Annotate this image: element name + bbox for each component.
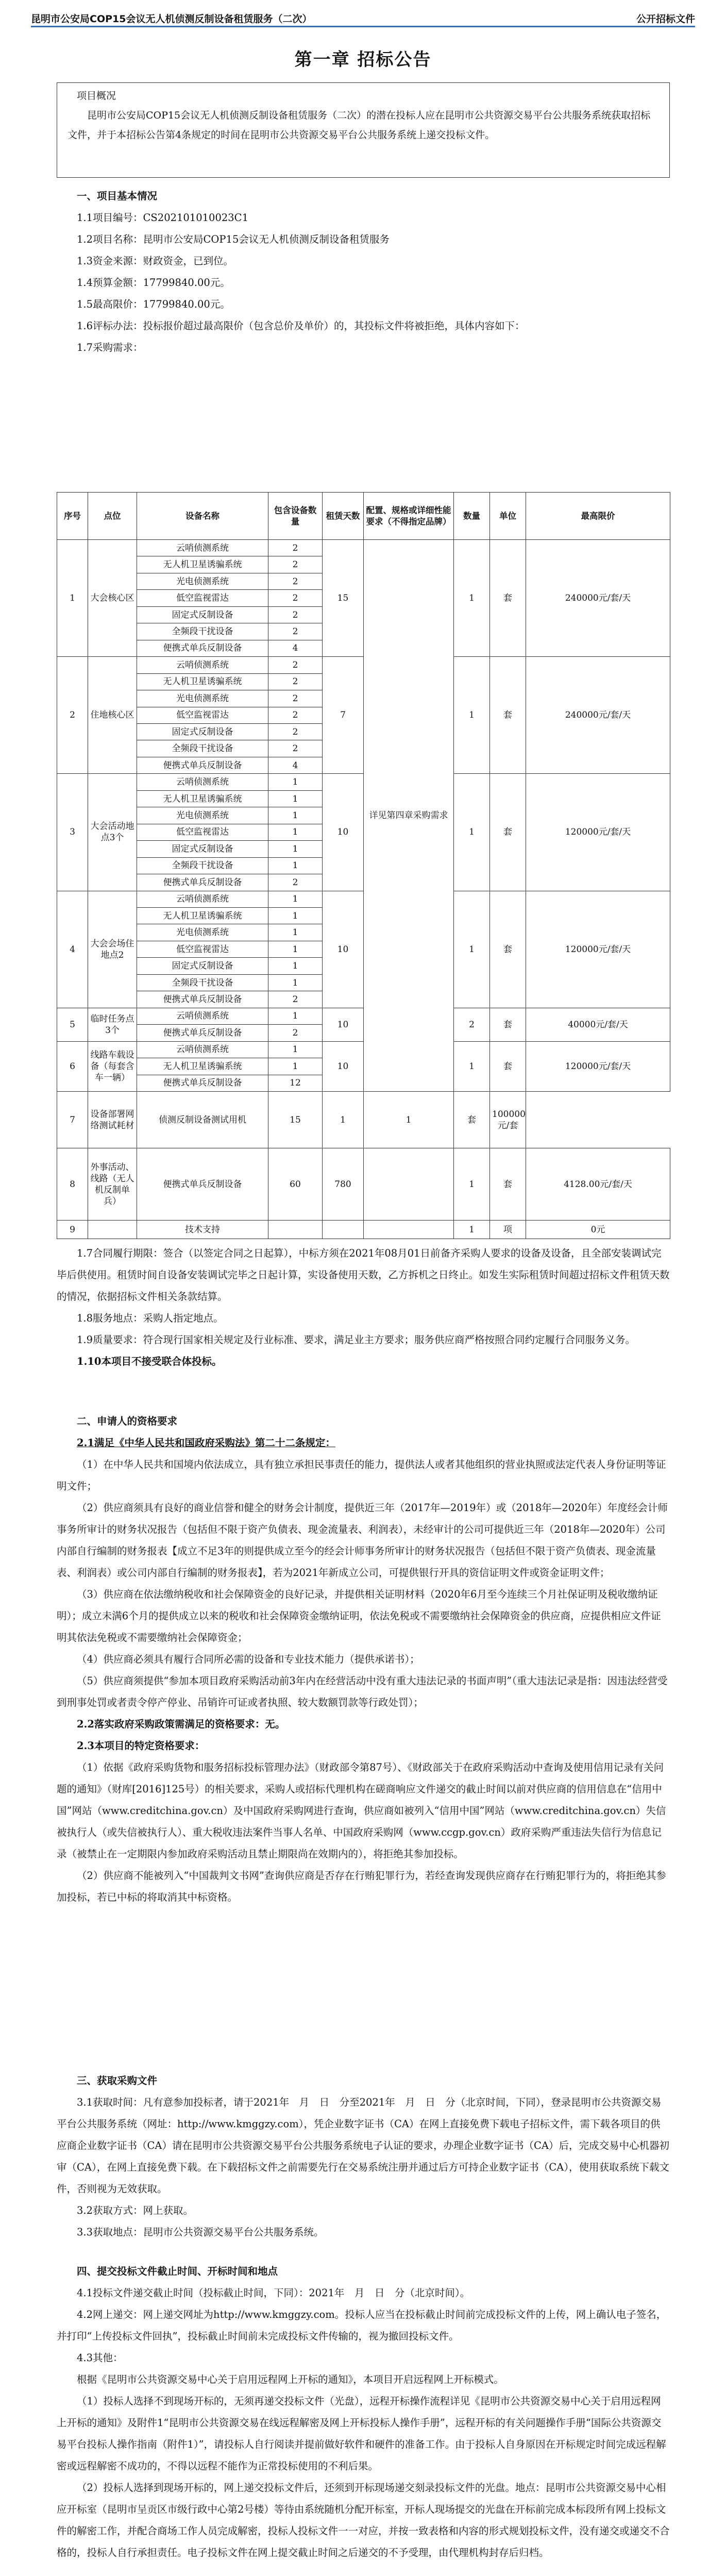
col-header: 配置、规格或详细性能要求（不得指定品牌） — [364, 493, 454, 540]
cell-unit: 套 — [490, 891, 526, 1008]
cell-device: 无人机卫星诱骗系统 — [137, 1058, 268, 1075]
cell-days: 10 — [323, 1041, 364, 1091]
paragraph: （5）供应商须提供“参加本项目政府采购活动前3年内在经营活动中没有重大违法记录的书面声明”（重大违法记录是指：因违法经营受到刑事处罚或者责令停产停业、吊销许可证或者执照、较大数额罚款等行政处罚）； — [57, 1675, 668, 1708]
cell-count: 60 — [268, 1148, 323, 1221]
section-heading: 四、提交投标文件截止时间、开标时间和地点 — [77, 2265, 278, 2277]
cell-device: 无人机卫星诱骗系统 — [137, 673, 268, 690]
cell-location: 线路车载设备（每套含车一辆） — [88, 1041, 137, 1091]
col-header: 序号 — [57, 493, 88, 540]
cell-device: 无人机卫星诱骗系统 — [137, 790, 268, 807]
cell-qty: 1 — [454, 540, 490, 657]
evaluation-method: 1.6评标办法：投标报价超过最高限价（包含总价及单价）的，其投标文件将被拒绝，具体内容如下： — [77, 320, 525, 332]
section-basic-info — [57, 185, 670, 359]
paragraph: 4.1投标文件递交截止时间（投标截止时间，下同）：2021年 月 日 分（北京时间）。 — [77, 2287, 470, 2299]
cell-no: 8 — [57, 1148, 88, 1221]
cell-price: 40000元/套/天 — [526, 1008, 670, 1041]
cell-device: 技术支持 — [137, 1221, 268, 1239]
cell-device: 光电侦测系统 — [137, 924, 268, 941]
cell-spec: 详见第四章采购需求 — [364, 540, 454, 1092]
col-header: 点位 — [88, 493, 137, 540]
paragraph: 3.3获取地点：昆明市公共资源交易平台公共服务系统。 — [77, 2226, 324, 2238]
cell-no: 2 — [57, 657, 88, 774]
cell-no: 1 — [57, 540, 88, 657]
paragraph: 1.8服务地点：采购人指定地点。 — [77, 1312, 224, 1324]
cell-device: 云哨侦测系统 — [137, 540, 268, 556]
cell-device: 便携式单兵反制设备 — [137, 1075, 268, 1092]
cell-count: 1 — [268, 807, 323, 824]
table-row — [57, 1221, 670, 1239]
cell-unit: 套 — [490, 540, 526, 657]
table-row — [57, 1148, 670, 1221]
cell-qty: 1 — [454, 1041, 490, 1091]
section-heading: 一、项目基本情况 — [77, 190, 158, 202]
budget-amount: 1.4预算金额：17799840.00元。 — [77, 277, 230, 289]
cell-price: 240000元/套/天 — [526, 540, 670, 657]
cell-price: 120000元/套/天 — [526, 1041, 670, 1091]
paragraph: 1.7合同履行期限：签合（以签定合同之日起算），中标方须在2021年08月01日前备齐采购人要求的设备及设备，且全部安装调试完毕后供使用。租赁时间自设备安装调试完毕之日起计算，实设备使用天数，乙方拆机之日终止。如发生实际租赁时间超过招标文件租赁天数的情况，依据招标文件相关条款结算。 — [57, 1247, 670, 1302]
cell-device: 固定式反制设备 — [137, 841, 268, 857]
paragraph: 3.2获取方式：网上获取。 — [77, 2205, 194, 2216]
procurement-table — [57, 492, 670, 1239]
cell-qty: 1 — [364, 1092, 454, 1148]
cell-count: 1 — [268, 1008, 323, 1024]
cell-days: 10 — [323, 891, 364, 1008]
cell-device: 便携式单兵反制设备 — [137, 1025, 268, 1041]
cell-qty: 1 — [454, 657, 490, 774]
cell-count: 1 — [268, 841, 323, 857]
paragraph: （2）供应商不能被列入“中国裁判文书网”查询供应商是否存在行贿犯罪行为，若经查询发现供应商存在行贿犯罪行为的，将拒绝其参加投标，若已中标的将取消其中标资格。 — [57, 1870, 666, 1903]
cell-unit: 套 — [490, 1008, 526, 1041]
section-obtain-documents — [57, 2070, 670, 2243]
cell-device: 固定式反制设备 — [137, 606, 268, 623]
cell-device: 无人机卫星诱骗系统 — [137, 556, 268, 573]
paragraph: （4）供应商必须具有履行合同所必需的设备和专业技术能力（提供承诺书）； — [77, 1653, 420, 1665]
cell-device: 便携式单兵反制设备 — [137, 991, 268, 1008]
cell-days: 7 — [323, 657, 364, 774]
cell-count: 2 — [268, 1025, 323, 1041]
cell-device: 低空监视雷达 — [137, 590, 268, 606]
cell-price: 0元 — [526, 1221, 670, 1239]
cell-no: 4 — [57, 891, 88, 1008]
table-header-row — [57, 493, 670, 540]
paragraph: 1.9质量要求：符合现行国家相关规定及行业标准、要求，满足业主方要求；服务供应商严格按照合同约定履行合同服务义务。 — [77, 1334, 636, 1346]
paragraph: 3.1获取时间：凡有意参加投标者，请于2021年 月 日 分至2021年 月 日 分（北京时间，下同），登录昆明市公共资源交易平台公共服务系统（网址：http://www.kmggzy.com），凭企业数字证书（CA）在网上直接免费下载电子招标文件，需下载各项目的供应商企业数字证书（CA）请在昆明市公共资源交易平台公共服务系统电子认证的要求，办理企业数字证书（CA）后，完成交易中心机器初审（CA），在网上直接免费下载。在下载招标文件之前需要先行在交易系统注册并通过后方可持企业数字证书（CA），使用获取系统下载文件，否则视为无效获取。 — [57, 2096, 670, 2195]
cell-device: 固定式反制设备 — [137, 958, 268, 974]
cell-device: 全频段干扰设备 — [137, 740, 268, 757]
cell-price: 4128.00元/套/天 — [526, 1148, 670, 1221]
cell-count: 2 — [268, 740, 323, 757]
cell-no: 7 — [57, 1092, 88, 1148]
cell-no: 6 — [57, 1041, 88, 1091]
cell-device: 低空监视雷达 — [137, 707, 268, 723]
cell-count: 1 — [268, 1058, 323, 1075]
cell-count: 4 — [268, 640, 323, 656]
cell-price: 240000元/套/天 — [526, 657, 670, 774]
cell-count: 1 — [268, 1041, 323, 1058]
cell-device: 便携式单兵反制设备 — [137, 757, 268, 773]
col-header: 最高限价 — [526, 493, 670, 540]
cell-count: 1 — [268, 790, 323, 807]
cell-count: 2 — [268, 874, 323, 891]
cell-device: 便携式单兵反制设备 — [137, 1148, 268, 1221]
cell-days: 1 — [323, 1092, 364, 1148]
cell-count: 2 — [268, 723, 323, 740]
subheading: 2.2落实政府采购政策需满足的资格要求：无。 — [77, 1718, 285, 1730]
paragraph: （3）供应商在依法缴纳税收和社会保障资金的良好记录，并提供相关证明材料（2020年6月至今连续三个月社保证明及税收缴纳证明）；成立未满6个月的提供成立以来的税收和社会保障资金缴纳证明，依法免税或不需要缴纳社会保障资金的供应商，应提供相应文件证明其依法免税或不需要缴纳社会保障资金； — [57, 1588, 661, 1643]
cell-count: 2 — [268, 606, 323, 623]
cell-days: 10 — [323, 1008, 364, 1041]
cell-count: 15 — [268, 1092, 323, 1148]
cell-qty: 1 — [454, 891, 490, 1008]
paragraph: （1）投标人选择不到现场开标的，无须再递交投标文件（光盘），远程开标操作流程详见《昆明市公共资源交易中心关于启用远程网上开标的通知》及附件1“昆明市公共资源交易在线远程解密及网上开标投标人操作手册”，远程开标的有关问题操作手册“国际公共资源交易平台投标人操作指南（附件1）”，请投标人自行阅读并提前做好软件和硬件的准备工作。由于投标人自身原因在开标规定时间完成远程解密或远程解密不成功的，不得以远程不能作为正常投标使用的不利后果。 — [57, 2395, 666, 2472]
cell-no: 3 — [57, 774, 88, 891]
table-row — [57, 540, 670, 556]
cell-location: 大会核心区 — [88, 540, 137, 657]
cell-device: 全频段干扰设备 — [137, 974, 268, 991]
procurement-needs: 1.7采购需求： — [77, 342, 143, 353]
cell-count: 1 — [268, 924, 323, 941]
cell-count: 2 — [268, 707, 323, 723]
cell-device: 固定式反制设备 — [137, 723, 268, 740]
table-row — [57, 1092, 670, 1148]
col-header: 设备名称 — [137, 493, 268, 540]
paragraph: （2）供应商须具有良好的商业信誉和健全的财务会计制度，提供近三年（2017年—2019年）或（2018年—2020年）年度经会计师事务所审计的财务状况报告（包括但不限于资产负债表、现金流量表、利润表），未经审计的公司可提供近三年（2018年—2020年）公司内部自行编制的财务报表【成立不足3年的则提供成立至今的经会计师事务所审计的财务状况报告（包括但不限于资产负债表、现金流量表、利润表）或公司内部自行编制的财务报表】，若为2021年新成立公司，可提供银行开具的资信证明文件或资金证明文件； — [57, 1502, 668, 1579]
cell-unit: 项 — [490, 1221, 526, 1239]
cell-device: 光电侦测系统 — [137, 573, 268, 589]
cell-device: 云哨侦测系统 — [137, 1008, 268, 1024]
cell-count: 2 — [268, 657, 323, 673]
cell-device: 云哨侦测系统 — [137, 891, 268, 907]
cell-device: 光电侦测系统 — [137, 690, 268, 707]
cell-count: 2 — [268, 673, 323, 690]
cell-price: 120000元/套/天 — [526, 891, 670, 1008]
running-header — [31, 9, 695, 27]
cell-location: 外事活动、线路（无人机反制单兵） — [88, 1148, 137, 1221]
cell-no: 9 — [57, 1221, 88, 1239]
header-doc-type: 公开招标文件 — [636, 13, 695, 25]
cell-count: 1 — [268, 958, 323, 974]
section-qualifications — [57, 1411, 670, 1908]
fund-source: 1.3资金来源：财政资金，已到位。 — [77, 255, 234, 267]
cell-location: 住地核心区 — [88, 657, 137, 774]
cell-count: 2 — [268, 991, 323, 1008]
cell-location: 临时任务点3个 — [88, 1008, 137, 1041]
col-header: 单位 — [490, 493, 526, 540]
section-submission — [57, 2261, 670, 2564]
cell-qty: 1 — [454, 774, 490, 891]
cell-device: 云哨侦测系统 — [137, 774, 268, 790]
cell-device: 无人机卫星诱骗系统 — [137, 907, 268, 924]
cell-device: 侦测反制设备测试用机 — [137, 1092, 268, 1148]
cell-count: 1 — [268, 941, 323, 957]
cell-price: 120000元/套/天 — [526, 774, 670, 891]
cell-no: 5 — [57, 1008, 88, 1041]
paragraph: 4.3其他： — [77, 2352, 123, 2364]
cell-qty: 2 — [454, 1008, 490, 1041]
cell-device: 低空监视雷达 — [137, 824, 268, 840]
cell-days: 780 — [323, 1148, 364, 1221]
cell-count: 2 — [268, 590, 323, 606]
paragraph: 4.2网上递交：网上递交网址为http://www.kmggzy.com。投标人应当在投标截止时间前完成投标文件的上传，网上确认电子签名，并打印“上传投标文件回执”，投标截止时间前未完成投标文件传输的，视为撤回投标文件。 — [57, 2309, 667, 2342]
cell-count: 1 — [268, 774, 323, 790]
subheading: 2.3本项目的特定资格要求： — [77, 1740, 205, 1752]
cell-days: 10 — [323, 774, 364, 891]
cell-device: 便携式单兵反制设备 — [137, 640, 268, 656]
section-heading: 二、申请人的资格要求 — [77, 1415, 178, 1427]
col-header: 租赁天数 — [323, 493, 364, 540]
cell-count: 1 — [268, 974, 323, 991]
cell-price: 100000元/套 — [490, 1092, 526, 1148]
cell-count: 1 — [268, 857, 323, 874]
cell-unit: 套 — [490, 1148, 526, 1221]
paragraph: 根据《昆明市公共资源交易中心关于启用远程网上开标的通知》，本项目开启远程网上开标模式。 — [77, 2374, 504, 2385]
paragraph: （2）投标人选择到现场开标的，网上递交投标文件后，还须到开标现场递交刻录投标文件的光盘。地点：昆明市公共资源交易中心相应开标室（昆明市呈贡区市级行政中心第2号楼）等待由系统随机分配开标室，开标人现场提交的光盘在开标前完成本标段所有网上投标文件的解密工作，并配合商场工作人员完成解密，投标人投标文件一一对应，并按一致表格和内容的形式规划投标文件，没有递交或递交不合格的，投标人自行承担责任。电子投标文件在网上提交截止时间之后递交的不予受理，由代理机构封存后归档。 — [57, 2482, 670, 2558]
cell-location: 设备部署网络测试耗材 — [88, 1092, 137, 1148]
cell-qty: 1 — [454, 1221, 490, 1239]
cell-device: 全频段干扰设备 — [137, 857, 268, 874]
cell-device: 低空监视雷达 — [137, 941, 268, 957]
cell-count: 2 — [268, 540, 323, 556]
cell-count: 2 — [268, 556, 323, 573]
cell-count: 1 — [268, 907, 323, 924]
subheading: 2.1满足《中华人民共和国政府采购法》第二十二条规定： — [77, 1437, 335, 1449]
overview-text: 昆明市公安局COP15会议无人机侦测反制设备租赁服务（二次）的潜在投标人应在昆明市公共资源交易平台公共服务系统获取招标文件，并于本招标公告第4条规定的时间在昆明市公共资源交易平台公共服务系统上递交投标文件。 — [67, 110, 651, 141]
cell-unit: 套 — [490, 774, 526, 891]
header-project-title: 昆明市公安局COP15会议无人机侦测反制设备租赁服务（二次） — [31, 13, 312, 25]
cell-device: 云哨侦测系统 — [137, 1041, 268, 1058]
paragraph: （1）依据《政府采购货物和服务招标投标管理办法》（财政部令第87号）、《财政部关于在政府采购活动中查询及使用信用记录有关问题的通知》（财库[2016]125号）的相关要求，采购人或招标代理机构在磋商响应文件递交的截止时间以前对供应商的信用信息在“信用中国”网站（www.creditchina.gov.cn）及中国政府采购网进行查询，供应商如被列入“信用中国”网站（www.creditchina.gov.cn）失信被执行人（或失信被执行人）、重大税收违法案件当事人名单、中国政府采购网（www.ccgp.gov.cn）政府采购严重违法失信行为信息记录（被禁止在一定期限内参加政府采购活动且禁止期限尚在效期内的），将拒绝其参加投标。 — [57, 1761, 666, 1860]
max-price: 1.5最高限价：17799840.00元。 — [77, 298, 230, 310]
cell-device: 云哨侦测系统 — [137, 657, 268, 673]
project-overview-box — [57, 82, 670, 178]
cell-qty: 1 — [454, 1148, 490, 1221]
cell-unit: 套 — [490, 1041, 526, 1091]
cell-days: 15 — [323, 540, 364, 657]
contract-terms — [57, 1243, 670, 1372]
cell-count: 1 — [268, 824, 323, 840]
project-name: 1.2项目名称：昆明市公安局COP15会议无人机侦测反制设备租赁服务 — [77, 233, 390, 245]
cell-unit: 套 — [490, 657, 526, 774]
cell-count: 2 — [268, 690, 323, 707]
cell-count: 1 — [268, 891, 323, 907]
col-header: 包含设备数量 — [268, 493, 323, 540]
paragraph: （1）在中华人民共和国境内依法成立，具有独立承担民事责任的能力，提供法人或者其他组织的营业执照或法定代表人身份证明等证明文件； — [57, 1459, 666, 1492]
paragraph: 1.10本项目不接受联合体投标。 — [77, 1355, 222, 1367]
cell-count: 12 — [268, 1075, 323, 1092]
overview-title: 项目概况 — [77, 90, 116, 101]
project-number: 1.1项目编号：CS202101010023C1 — [77, 212, 248, 224]
col-header: 数量 — [454, 493, 490, 540]
cell-device: 全频段干扰设备 — [137, 623, 268, 640]
chapter-title: 第一章 招标公告 — [294, 49, 432, 70]
cell-unit: 套 — [454, 1092, 490, 1148]
cell-count: 4 — [268, 757, 323, 773]
cell-device: 便携式单兵反制设备 — [137, 874, 268, 891]
section-heading: 三、获取采购文件 — [77, 2075, 158, 2087]
cell-count: 2 — [268, 623, 323, 640]
cell-location: 大会活动地点3个 — [88, 774, 137, 891]
cell-device: 光电侦测系统 — [137, 807, 268, 824]
cell-location: 大会会场住地点2 — [88, 891, 137, 1008]
cell-count: 2 — [268, 573, 323, 589]
